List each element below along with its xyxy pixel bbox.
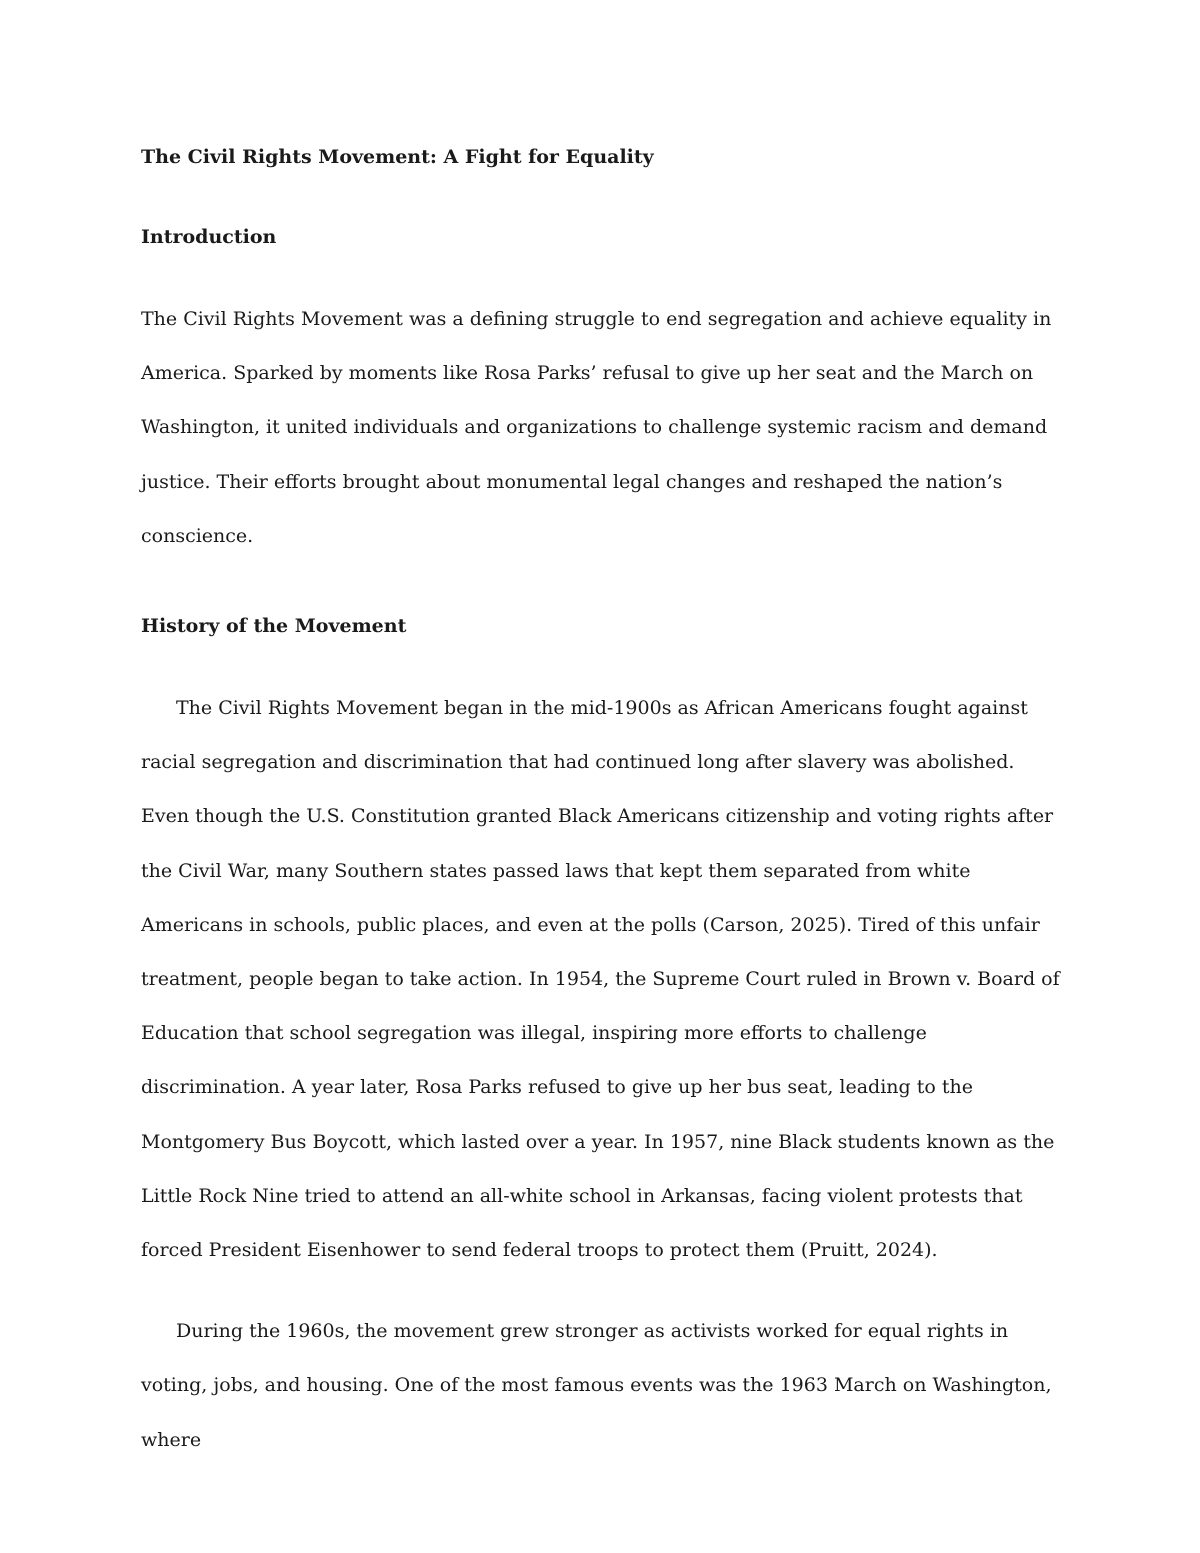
document-body (141, 140, 1066, 1467)
history-paragraph-2: During the 1960s, the movement grew stronger as activists worked for equal rights in voting, jobs, and housing. One of the most famous events was the 1963 March on Washington, where (141, 1320, 1052, 1451)
introduction-paragraph: The Civil Rights Movement was a defining struggle to end segregation and achieve equality in America. Sparked by moments like Rosa Parks’ refusal to give up her seat and the March on Washington, it united individuals and organizations to challenge systemic racism and demand justice. Their efforts brought about monumental legal changes and reshaped the nation’s conscience. (141, 308, 1052, 547)
section-heading-history: History of the Movement (141, 615, 407, 638)
section-heading-introduction: Introduction (141, 226, 277, 248)
history-paragraph-1: The Civil Rights Movement began in the mid-1900s as African Americans fought against racial segregation and discrimination that had continued long after slavery was abolished. Even though the U.S. Constitution granted Black Americans citizenship and voting rights after the Civil War, many Southern states passed laws that kept them separated from white Americans in schools, public places, and even at the polls (Carson, 2025). Tired of this unfair treatment, people began to take action. In 1954, the Supreme Court ruled in Brown v. Board of Education that school segregation was illegal, inspiring more efforts to challenge discrimination. A year later, Rosa Parks refused to give up her bus seat, leading to the Montgomery Bus Boycott, which lasted over a year. In 1957, nine Black students known as the Little Rock Nine tried to attend an all-white school in Arkansas, facing violent protests that forced President Eisenhower to send federal troops to protect them (Pruitt, 2024). (141, 697, 1060, 1262)
document-title: The Civil Rights Movement: A Fight for Equality (141, 146, 654, 168)
